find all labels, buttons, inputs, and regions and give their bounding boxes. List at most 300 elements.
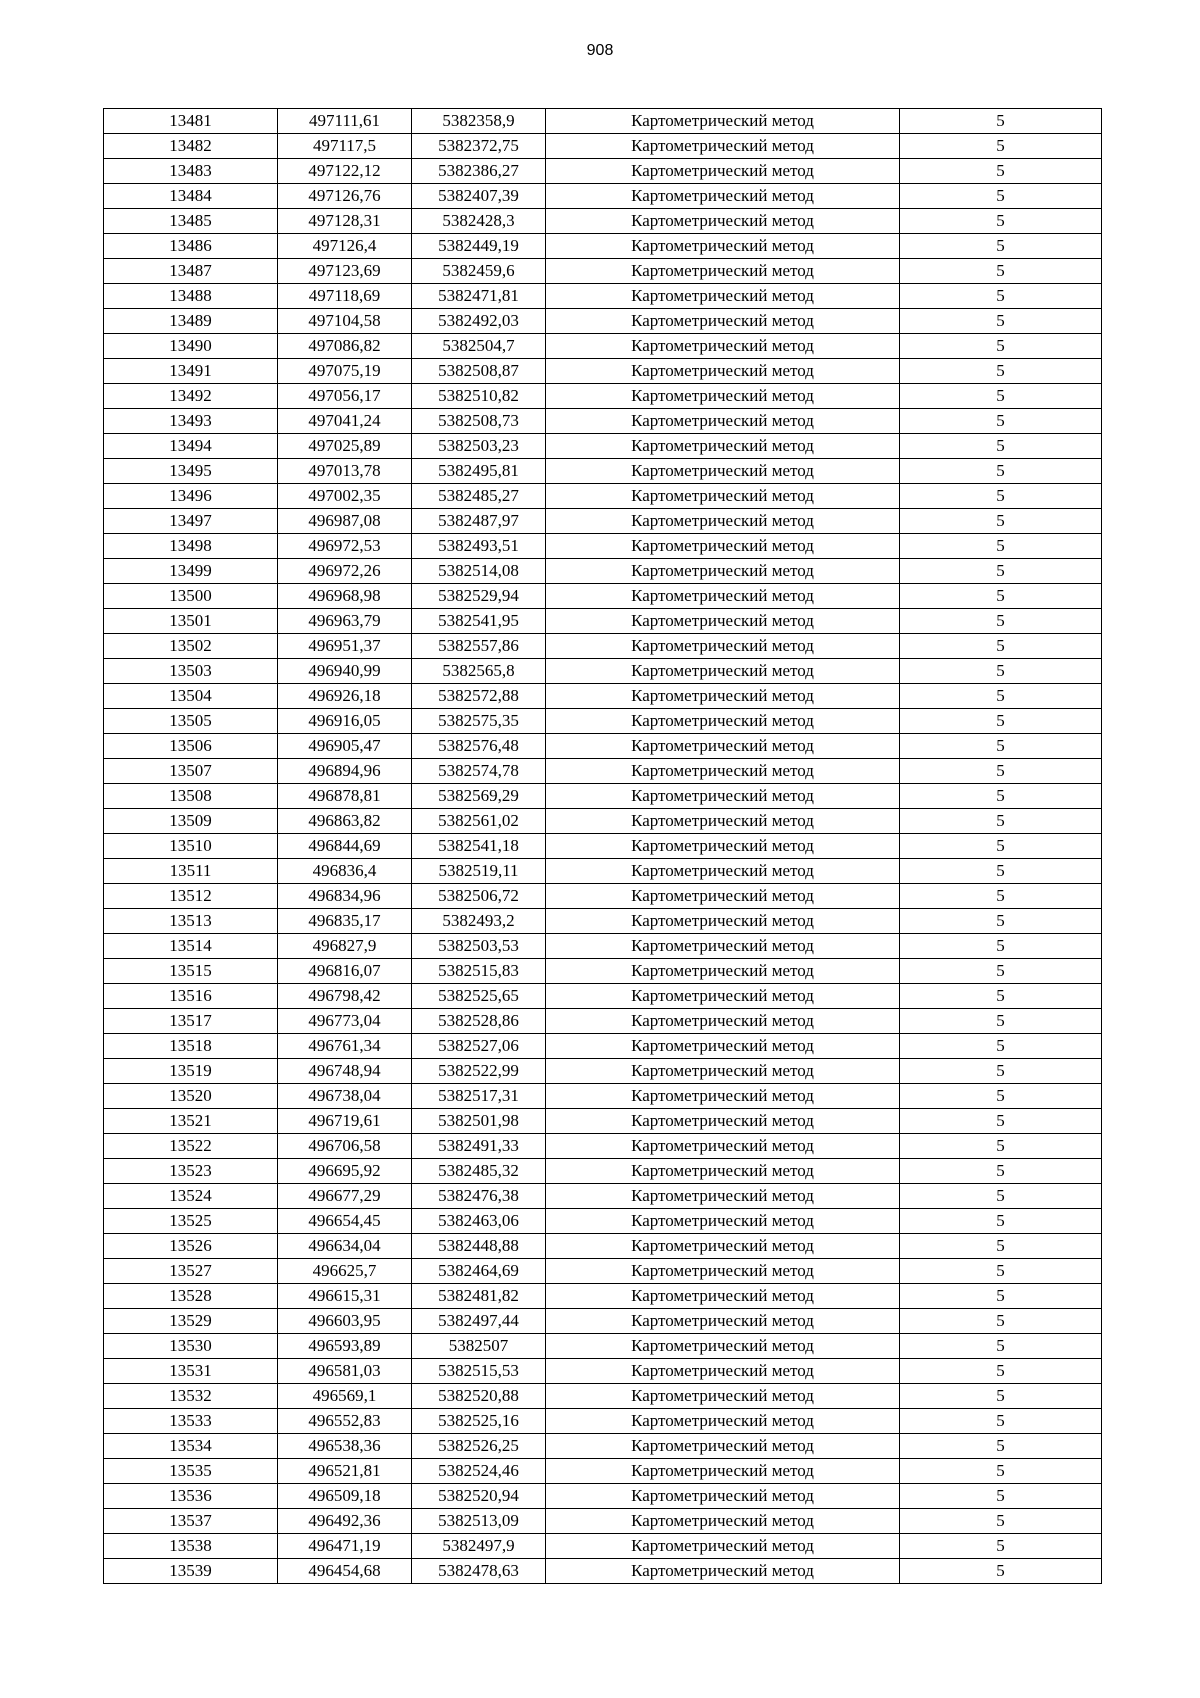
accuracy-cell: 5 [900, 284, 1102, 309]
point-number-cell: 13532 [104, 1384, 278, 1409]
point-number-cell: 13511 [104, 859, 278, 884]
x-coordinate-cell: 496835,17 [278, 909, 412, 934]
x-coordinate-cell: 496538,36 [278, 1434, 412, 1459]
point-number-cell: 13497 [104, 509, 278, 534]
point-number-cell: 13524 [104, 1184, 278, 1209]
y-coordinate-cell: 5382569,29 [412, 784, 546, 809]
method-cell: Картометрический метод [546, 909, 900, 934]
accuracy-cell: 5 [900, 209, 1102, 234]
method-cell: Картометрический метод [546, 1409, 900, 1434]
point-number-cell: 13502 [104, 634, 278, 659]
y-coordinate-cell: 5382541,95 [412, 609, 546, 634]
accuracy-cell: 5 [900, 934, 1102, 959]
x-coordinate-cell: 497075,19 [278, 359, 412, 384]
accuracy-cell: 5 [900, 834, 1102, 859]
method-cell: Картометрический метод [546, 234, 900, 259]
y-coordinate-cell: 5382459,6 [412, 259, 546, 284]
x-coordinate-cell: 496521,81 [278, 1459, 412, 1484]
x-coordinate-cell: 496834,96 [278, 884, 412, 909]
table-row [104, 1384, 1102, 1409]
y-coordinate-cell: 5382478,63 [412, 1559, 546, 1584]
y-coordinate-cell: 5382464,69 [412, 1259, 546, 1284]
y-coordinate-cell: 5382508,87 [412, 359, 546, 384]
y-coordinate-cell: 5382476,38 [412, 1184, 546, 1209]
point-number-cell: 13535 [104, 1459, 278, 1484]
table-row [104, 759, 1102, 784]
table-row [104, 209, 1102, 234]
point-number-cell: 13504 [104, 684, 278, 709]
method-cell: Картометрический метод [546, 1034, 900, 1059]
point-number-cell: 13525 [104, 1209, 278, 1234]
method-cell: Картометрический метод [546, 334, 900, 359]
y-coordinate-cell: 5382576,48 [412, 734, 546, 759]
coordinates-table [103, 108, 1102, 1584]
y-coordinate-cell: 5382527,06 [412, 1034, 546, 1059]
x-coordinate-cell: 496798,42 [278, 984, 412, 1009]
point-number-cell: 13531 [104, 1359, 278, 1384]
point-number-cell: 13527 [104, 1259, 278, 1284]
method-cell: Картометрический метод [546, 884, 900, 909]
table-row [104, 509, 1102, 534]
method-cell: Картометрический метод [546, 659, 900, 684]
x-coordinate-cell: 496987,08 [278, 509, 412, 534]
method-cell: Картометрический метод [546, 934, 900, 959]
point-number-cell: 13523 [104, 1159, 278, 1184]
y-coordinate-cell: 5382525,16 [412, 1409, 546, 1434]
accuracy-cell: 5 [900, 184, 1102, 209]
table-row [104, 709, 1102, 734]
y-coordinate-cell: 5382510,82 [412, 384, 546, 409]
accuracy-cell: 5 [900, 1284, 1102, 1309]
y-coordinate-cell: 5382407,39 [412, 184, 546, 209]
method-cell: Картометрический метод [546, 559, 900, 584]
table-row [104, 784, 1102, 809]
x-coordinate-cell: 496719,61 [278, 1109, 412, 1134]
x-coordinate-cell: 496905,47 [278, 734, 412, 759]
point-number-cell: 13481 [104, 109, 278, 134]
point-number-cell: 13529 [104, 1309, 278, 1334]
point-number-cell: 13521 [104, 1109, 278, 1134]
point-number-cell: 13491 [104, 359, 278, 384]
accuracy-cell: 5 [900, 984, 1102, 1009]
point-number-cell: 13534 [104, 1434, 278, 1459]
table-row [104, 1459, 1102, 1484]
method-cell: Картометрический метод [546, 384, 900, 409]
accuracy-cell: 5 [900, 1209, 1102, 1234]
method-cell: Картометрический метод [546, 109, 900, 134]
y-coordinate-cell: 5382572,88 [412, 684, 546, 709]
y-coordinate-cell: 5382358,9 [412, 109, 546, 134]
accuracy-cell: 5 [900, 1509, 1102, 1534]
table-row [104, 1234, 1102, 1259]
y-coordinate-cell: 5382449,19 [412, 234, 546, 259]
accuracy-cell: 5 [900, 1134, 1102, 1159]
y-coordinate-cell: 5382575,35 [412, 709, 546, 734]
method-cell: Картометрический метод [546, 509, 900, 534]
point-number-cell: 13485 [104, 209, 278, 234]
point-number-cell: 13496 [104, 484, 278, 509]
accuracy-cell: 5 [900, 134, 1102, 159]
x-coordinate-cell: 496677,29 [278, 1184, 412, 1209]
point-number-cell: 13519 [104, 1059, 278, 1084]
y-coordinate-cell: 5382501,98 [412, 1109, 546, 1134]
y-coordinate-cell: 5382574,78 [412, 759, 546, 784]
y-coordinate-cell: 5382503,23 [412, 434, 546, 459]
y-coordinate-cell: 5382519,11 [412, 859, 546, 884]
point-number-cell: 13536 [104, 1484, 278, 1509]
point-number-cell: 13489 [104, 309, 278, 334]
table-row [104, 1259, 1102, 1284]
y-coordinate-cell: 5382515,83 [412, 959, 546, 984]
x-coordinate-cell: 496569,1 [278, 1384, 412, 1409]
x-coordinate-cell: 496894,96 [278, 759, 412, 784]
y-coordinate-cell: 5382471,81 [412, 284, 546, 309]
y-coordinate-cell: 5382520,94 [412, 1484, 546, 1509]
y-coordinate-cell: 5382491,33 [412, 1134, 546, 1159]
point-number-cell: 13537 [104, 1509, 278, 1534]
point-number-cell: 13514 [104, 934, 278, 959]
accuracy-cell: 5 [900, 434, 1102, 459]
accuracy-cell: 5 [900, 1234, 1102, 1259]
y-coordinate-cell: 5382493,51 [412, 534, 546, 559]
method-cell: Картометрический метод [546, 1009, 900, 1034]
table-row [104, 1509, 1102, 1534]
accuracy-cell: 5 [900, 1259, 1102, 1284]
method-cell: Картометрический метод [546, 1134, 900, 1159]
point-number-cell: 13508 [104, 784, 278, 809]
point-number-cell: 13517 [104, 1009, 278, 1034]
accuracy-cell: 5 [900, 1084, 1102, 1109]
table-row [104, 1084, 1102, 1109]
point-number-cell: 13509 [104, 809, 278, 834]
point-number-cell: 13507 [104, 759, 278, 784]
table-row [104, 1159, 1102, 1184]
y-coordinate-cell: 5382448,88 [412, 1234, 546, 1259]
x-coordinate-cell: 496552,83 [278, 1409, 412, 1434]
table-row [104, 109, 1102, 134]
accuracy-cell: 5 [900, 709, 1102, 734]
method-cell: Картометрический метод [546, 1209, 900, 1234]
y-coordinate-cell: 5382485,27 [412, 484, 546, 509]
table-row [104, 1409, 1102, 1434]
x-coordinate-cell: 496963,79 [278, 609, 412, 634]
method-cell: Картометрический метод [546, 1084, 900, 1109]
x-coordinate-cell: 497126,4 [278, 234, 412, 259]
accuracy-cell: 5 [900, 1109, 1102, 1134]
method-cell: Картометрический метод [546, 484, 900, 509]
point-number-cell: 13492 [104, 384, 278, 409]
x-coordinate-cell: 496625,7 [278, 1259, 412, 1284]
accuracy-cell: 5 [900, 884, 1102, 909]
accuracy-cell: 5 [900, 1459, 1102, 1484]
method-cell: Картометрический метод [546, 1384, 900, 1409]
accuracy-cell: 5 [900, 309, 1102, 334]
accuracy-cell: 5 [900, 334, 1102, 359]
point-number-cell: 13490 [104, 334, 278, 359]
method-cell: Картометрический метод [546, 959, 900, 984]
x-coordinate-cell: 496593,89 [278, 1334, 412, 1359]
point-number-cell: 13515 [104, 959, 278, 984]
x-coordinate-cell: 496738,04 [278, 1084, 412, 1109]
method-cell: Картометрический метод [546, 809, 900, 834]
y-coordinate-cell: 5382541,18 [412, 834, 546, 859]
y-coordinate-cell: 5382506,72 [412, 884, 546, 909]
x-coordinate-cell: 497104,58 [278, 309, 412, 334]
x-coordinate-cell: 496972,53 [278, 534, 412, 559]
table-row [104, 534, 1102, 559]
point-number-cell: 13483 [104, 159, 278, 184]
x-coordinate-cell: 496863,82 [278, 809, 412, 834]
y-coordinate-cell: 5382565,8 [412, 659, 546, 684]
accuracy-cell: 5 [900, 1034, 1102, 1059]
accuracy-cell: 5 [900, 909, 1102, 934]
x-coordinate-cell: 497111,61 [278, 109, 412, 134]
table-row [104, 259, 1102, 284]
x-coordinate-cell: 497056,17 [278, 384, 412, 409]
table-row [104, 1284, 1102, 1309]
x-coordinate-cell: 496951,37 [278, 634, 412, 659]
method-cell: Картометрический метод [546, 859, 900, 884]
table-row [104, 334, 1102, 359]
x-coordinate-cell: 496836,4 [278, 859, 412, 884]
accuracy-cell: 5 [900, 734, 1102, 759]
x-coordinate-cell: 497123,69 [278, 259, 412, 284]
x-coordinate-cell: 496471,19 [278, 1534, 412, 1559]
x-coordinate-cell: 496695,92 [278, 1159, 412, 1184]
method-cell: Картометрический метод [546, 759, 900, 784]
accuracy-cell: 5 [900, 659, 1102, 684]
accuracy-cell: 5 [900, 684, 1102, 709]
point-number-cell: 13510 [104, 834, 278, 859]
x-coordinate-cell: 496878,81 [278, 784, 412, 809]
accuracy-cell: 5 [900, 784, 1102, 809]
table-row [104, 434, 1102, 459]
table-row [104, 409, 1102, 434]
point-number-cell: 13518 [104, 1034, 278, 1059]
method-cell: Картометрический метод [546, 1284, 900, 1309]
method-cell: Картометрический метод [546, 1509, 900, 1534]
point-number-cell: 13494 [104, 434, 278, 459]
table-row [104, 684, 1102, 709]
method-cell: Картометрический метод [546, 584, 900, 609]
method-cell: Картометрический метод [546, 609, 900, 634]
page-number: 908 [586, 42, 614, 59]
table-row [104, 309, 1102, 334]
x-coordinate-cell: 496615,31 [278, 1284, 412, 1309]
point-number-cell: 13538 [104, 1534, 278, 1559]
accuracy-cell: 5 [900, 109, 1102, 134]
x-coordinate-cell: 496492,36 [278, 1509, 412, 1534]
accuracy-cell: 5 [900, 259, 1102, 284]
table-row [104, 1434, 1102, 1459]
method-cell: Картометрический метод [546, 359, 900, 384]
y-coordinate-cell: 5382529,94 [412, 584, 546, 609]
table-row [104, 734, 1102, 759]
table-row [104, 184, 1102, 209]
table-row [104, 834, 1102, 859]
x-coordinate-cell: 496509,18 [278, 1484, 412, 1509]
method-cell: Картометрический метод [546, 734, 900, 759]
y-coordinate-cell: 5382522,99 [412, 1059, 546, 1084]
method-cell: Картометрический метод [546, 784, 900, 809]
method-cell: Картометрический метод [546, 309, 900, 334]
accuracy-cell: 5 [900, 409, 1102, 434]
method-cell: Картометрический метод [546, 1059, 900, 1084]
point-number-cell: 13516 [104, 984, 278, 1009]
point-number-cell: 13500 [104, 584, 278, 609]
method-cell: Картометрический метод [546, 709, 900, 734]
table-row [104, 809, 1102, 834]
x-coordinate-cell: 496748,94 [278, 1059, 412, 1084]
method-cell: Картометрический метод [546, 1259, 900, 1284]
table-row [104, 634, 1102, 659]
x-coordinate-cell: 496940,99 [278, 659, 412, 684]
method-cell: Картометрический метод [546, 1534, 900, 1559]
y-coordinate-cell: 5382561,02 [412, 809, 546, 834]
method-cell: Картометрический метод [546, 434, 900, 459]
accuracy-cell: 5 [900, 634, 1102, 659]
table-row [104, 484, 1102, 509]
point-number-cell: 13487 [104, 259, 278, 284]
method-cell: Картометрический метод [546, 259, 900, 284]
x-coordinate-cell: 497025,89 [278, 434, 412, 459]
x-coordinate-cell: 496916,05 [278, 709, 412, 734]
y-coordinate-cell: 5382428,3 [412, 209, 546, 234]
x-coordinate-cell: 497002,35 [278, 484, 412, 509]
y-coordinate-cell: 5382386,27 [412, 159, 546, 184]
y-coordinate-cell: 5382520,88 [412, 1384, 546, 1409]
x-coordinate-cell: 497128,31 [278, 209, 412, 234]
table-row [104, 609, 1102, 634]
accuracy-cell: 5 [900, 1359, 1102, 1384]
point-number-cell: 13493 [104, 409, 278, 434]
method-cell: Картометрический метод [546, 409, 900, 434]
x-coordinate-cell: 496972,26 [278, 559, 412, 584]
accuracy-cell: 5 [900, 1384, 1102, 1409]
point-number-cell: 13498 [104, 534, 278, 559]
method-cell: Картометрический метод [546, 134, 900, 159]
table-row [104, 884, 1102, 909]
y-coordinate-cell: 5382526,25 [412, 1434, 546, 1459]
y-coordinate-cell: 5382497,9 [412, 1534, 546, 1559]
coordinates-table-body [104, 109, 1102, 1584]
table-row [104, 384, 1102, 409]
x-coordinate-cell: 497086,82 [278, 334, 412, 359]
table-row [104, 584, 1102, 609]
point-number-cell: 13482 [104, 134, 278, 159]
accuracy-cell: 5 [900, 1484, 1102, 1509]
x-coordinate-cell: 497126,76 [278, 184, 412, 209]
table-row [104, 1559, 1102, 1584]
method-cell: Картометрический метод [546, 534, 900, 559]
x-coordinate-cell: 497118,69 [278, 284, 412, 309]
method-cell: Картометрический метод [546, 684, 900, 709]
y-coordinate-cell: 5382493,2 [412, 909, 546, 934]
method-cell: Картометрический метод [546, 209, 900, 234]
y-coordinate-cell: 5382524,46 [412, 1459, 546, 1484]
table-row [104, 1134, 1102, 1159]
method-cell: Картометрический метод [546, 1459, 900, 1484]
x-coordinate-cell: 497117,5 [278, 134, 412, 159]
method-cell: Картометрический метод [546, 159, 900, 184]
accuracy-cell: 5 [900, 809, 1102, 834]
table-row [104, 1359, 1102, 1384]
accuracy-cell: 5 [900, 384, 1102, 409]
x-coordinate-cell: 496773,04 [278, 1009, 412, 1034]
y-coordinate-cell: 5382485,32 [412, 1159, 546, 1184]
method-cell: Картометрический метод [546, 459, 900, 484]
point-number-cell: 13486 [104, 234, 278, 259]
y-coordinate-cell: 5382514,08 [412, 559, 546, 584]
method-cell: Картометрический метод [546, 1184, 900, 1209]
y-coordinate-cell: 5382497,44 [412, 1309, 546, 1334]
y-coordinate-cell: 5382372,75 [412, 134, 546, 159]
method-cell: Картометрический метод [546, 1234, 900, 1259]
point-number-cell: 13528 [104, 1284, 278, 1309]
x-coordinate-cell: 496581,03 [278, 1359, 412, 1384]
method-cell: Картометрический метод [546, 1109, 900, 1134]
method-cell: Картометрический метод [546, 1334, 900, 1359]
point-number-cell: 13513 [104, 909, 278, 934]
accuracy-cell: 5 [900, 759, 1102, 784]
y-coordinate-cell: 5382503,53 [412, 934, 546, 959]
accuracy-cell: 5 [900, 1409, 1102, 1434]
point-number-cell: 13501 [104, 609, 278, 634]
table-row [104, 359, 1102, 384]
method-cell: Картометрический метод [546, 634, 900, 659]
y-coordinate-cell: 5382495,81 [412, 459, 546, 484]
point-number-cell: 13522 [104, 1134, 278, 1159]
point-number-cell: 13505 [104, 709, 278, 734]
table-row [104, 284, 1102, 309]
table-row [104, 859, 1102, 884]
accuracy-cell: 5 [900, 534, 1102, 559]
y-coordinate-cell: 5382463,06 [412, 1209, 546, 1234]
table-row [104, 909, 1102, 934]
x-coordinate-cell: 497041,24 [278, 409, 412, 434]
accuracy-cell: 5 [900, 959, 1102, 984]
accuracy-cell: 5 [900, 1059, 1102, 1084]
accuracy-cell: 5 [900, 159, 1102, 184]
table-row [104, 959, 1102, 984]
point-number-cell: 13484 [104, 184, 278, 209]
table-row [104, 159, 1102, 184]
table-row [104, 934, 1102, 959]
point-number-cell: 13533 [104, 1409, 278, 1434]
accuracy-cell: 5 [900, 459, 1102, 484]
accuracy-cell: 5 [900, 584, 1102, 609]
accuracy-cell: 5 [900, 1534, 1102, 1559]
x-coordinate-cell: 496761,34 [278, 1034, 412, 1059]
x-coordinate-cell: 496634,04 [278, 1234, 412, 1259]
table-row [104, 559, 1102, 584]
x-coordinate-cell: 496706,58 [278, 1134, 412, 1159]
method-cell: Картометрический метод [546, 284, 900, 309]
accuracy-cell: 5 [900, 559, 1102, 584]
x-coordinate-cell: 496844,69 [278, 834, 412, 859]
y-coordinate-cell: 5382507 [412, 1334, 546, 1359]
point-number-cell: 13530 [104, 1334, 278, 1359]
x-coordinate-cell: 496816,07 [278, 959, 412, 984]
table-row [104, 1109, 1102, 1134]
table-row [104, 984, 1102, 1009]
method-cell: Картометрический метод [546, 1434, 900, 1459]
table-row [104, 1309, 1102, 1334]
point-number-cell: 13488 [104, 284, 278, 309]
point-number-cell: 13506 [104, 734, 278, 759]
accuracy-cell: 5 [900, 234, 1102, 259]
accuracy-cell: 5 [900, 859, 1102, 884]
